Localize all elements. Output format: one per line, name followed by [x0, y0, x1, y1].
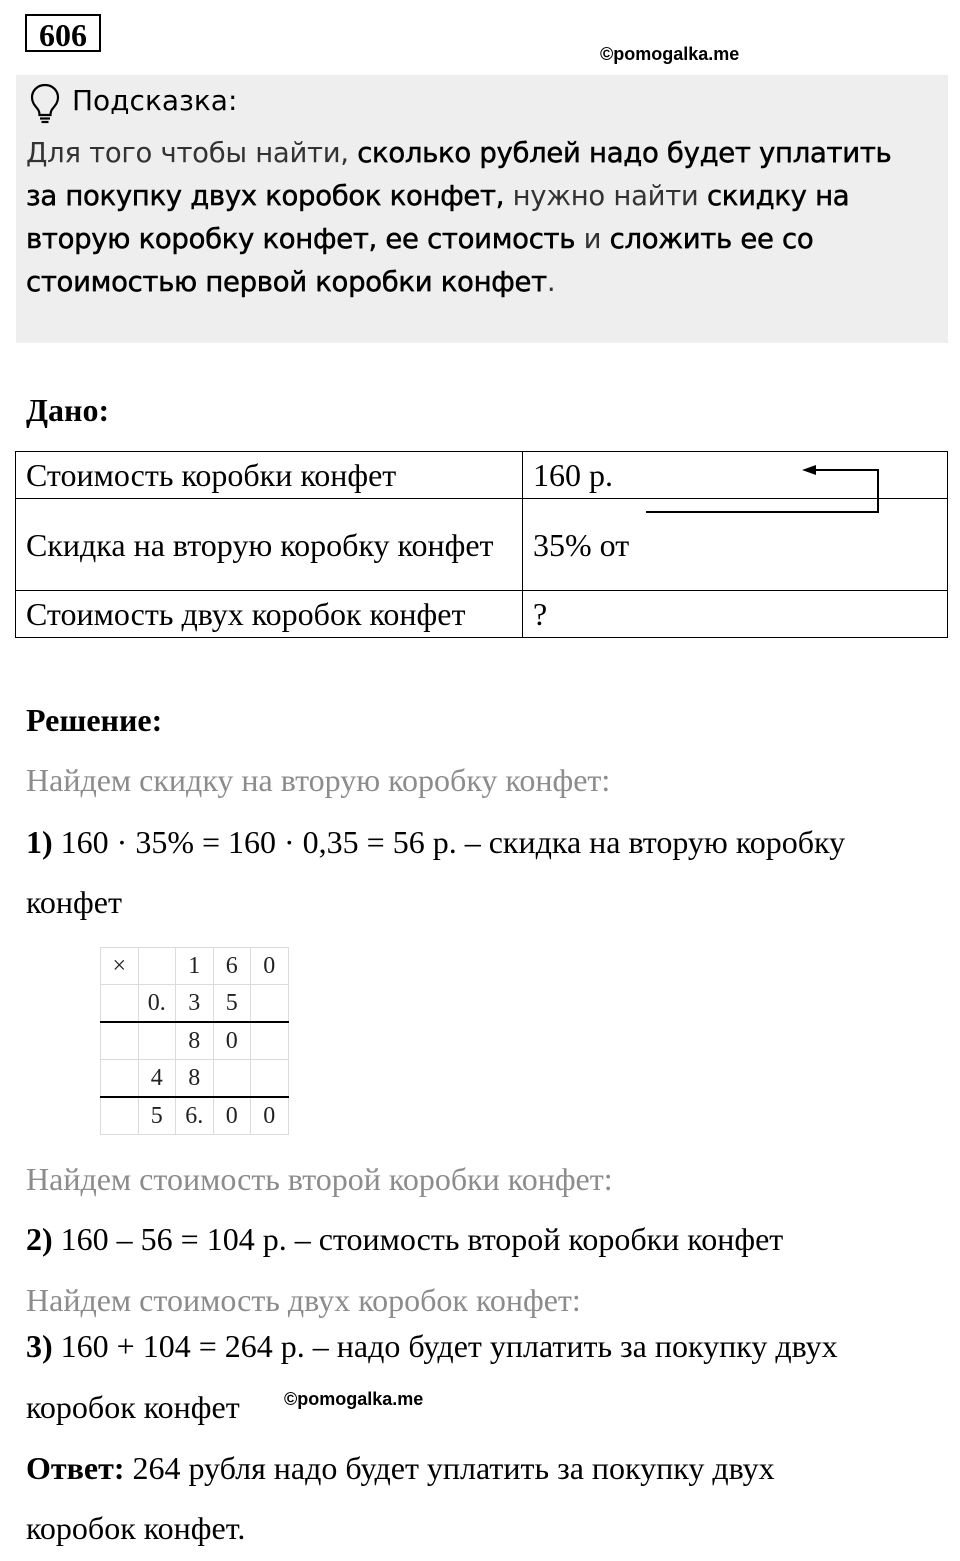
grid-cell: 5 [138, 1097, 176, 1135]
multiplication-grid [100, 947, 289, 1135]
given-label: Стоимость двух коробок конфет [16, 591, 523, 638]
grid-cell: 0 [213, 1022, 251, 1060]
answer-continuation: коробок конфет. [26, 1510, 246, 1546]
hint-title: Подсказка: [72, 84, 238, 117]
step3-continuation: коробок конфет [26, 1389, 240, 1425]
answer-label: Ответ: [26, 1450, 125, 1486]
grid-cell: 8 [176, 1060, 214, 1098]
grid-cell: 4 [138, 1060, 176, 1098]
grid-row [101, 1022, 289, 1060]
grid-cell [101, 985, 139, 1023]
grid-cell: 0 [251, 948, 289, 985]
step1-line [26, 824, 845, 861]
step2-number: 2) [26, 1221, 53, 1257]
given-value: ? [523, 591, 948, 638]
grid-cell: × [101, 948, 139, 985]
grid-cell: 6 [213, 948, 251, 985]
step2-intro: Найдем стоимость второй коробки конфет: [26, 1161, 613, 1197]
hint-text [26, 132, 926, 304]
given-heading: Дано: [26, 392, 110, 428]
grid-cell [101, 1097, 139, 1135]
step3-text: 160 + 104 = 264 р. – надо будет уплатить за покупку двух [60, 1328, 838, 1364]
answer-text: 264 рубля надо будет уплатить за покупку двух [132, 1450, 775, 1486]
grid-cell: 6. [176, 1097, 214, 1135]
step2-line [26, 1221, 783, 1258]
step3-intro: Найдем стоимость двух коробок конфет: [26, 1282, 581, 1318]
grid-cell: 8 [176, 1022, 214, 1060]
table-row [16, 591, 948, 638]
given-label: Стоимость коробки конфет [16, 452, 523, 499]
given-value: 160 р. [523, 452, 948, 499]
step2-text: 160 – 56 = 104 р. – стоимость второй коробки конфет [60, 1221, 784, 1257]
given-value: 35% от [523, 499, 948, 591]
grid-row [101, 948, 289, 985]
hint-segment: сколько рублей надо будет уплатить за покупку двух коробок конфет, [26, 137, 892, 212]
grid-cell [251, 985, 289, 1023]
grid-cell [251, 1060, 289, 1098]
grid-cell: 5 [213, 985, 251, 1023]
hint-segment: скидку на вторую коробку конфет, ее стоимость [26, 180, 850, 255]
grid-row [101, 985, 289, 1023]
step1-text: 160 · 35% = 160 · 0,35 = 56 р. – скидка на вторую коробку [60, 824, 846, 860]
watermark-bottom: ©pomogalka.me [284, 1389, 424, 1409]
answer-line [26, 1450, 775, 1487]
step3-line [26, 1328, 838, 1365]
step1-number: 1) [26, 824, 53, 860]
step1-intro: Найдем скидку на вторую коробку конфет: [26, 762, 611, 798]
lightbulb-icon [28, 82, 62, 124]
step1-continuation: конфет [26, 884, 122, 920]
grid-cell [213, 1060, 251, 1098]
solution-heading: Решение: [26, 702, 163, 738]
grid-cell [138, 948, 176, 985]
grid-cell: 0 [213, 1097, 251, 1135]
grid-cell: 1 [176, 948, 214, 985]
grid-cell [101, 1022, 139, 1060]
given-label: Скидка на вторую коробку конфет [16, 499, 523, 591]
grid-row [101, 1097, 289, 1135]
grid-cell: 3 [176, 985, 214, 1023]
watermark-top: ©pomogalka.me [600, 44, 740, 64]
hint-segment: Для того чтобы найти, [26, 137, 358, 169]
grid-cell [138, 1022, 176, 1060]
step3-number: 3) [26, 1328, 53, 1364]
grid-cell [251, 1022, 289, 1060]
grid-row [101, 1060, 289, 1098]
hint-segment: и [575, 223, 610, 255]
hint-segment: сложить ее со стоимостью первой коробки конфет [26, 223, 814, 298]
grid-cell [101, 1060, 139, 1098]
reference-arrow-icon [640, 458, 890, 518]
hint-segment: нужно найти [504, 180, 707, 212]
hint-segment: . [546, 266, 556, 298]
grid-cell: 0 [251, 1097, 289, 1135]
problem-number: 606 [25, 14, 101, 52]
grid-cell: 0. [138, 985, 176, 1023]
